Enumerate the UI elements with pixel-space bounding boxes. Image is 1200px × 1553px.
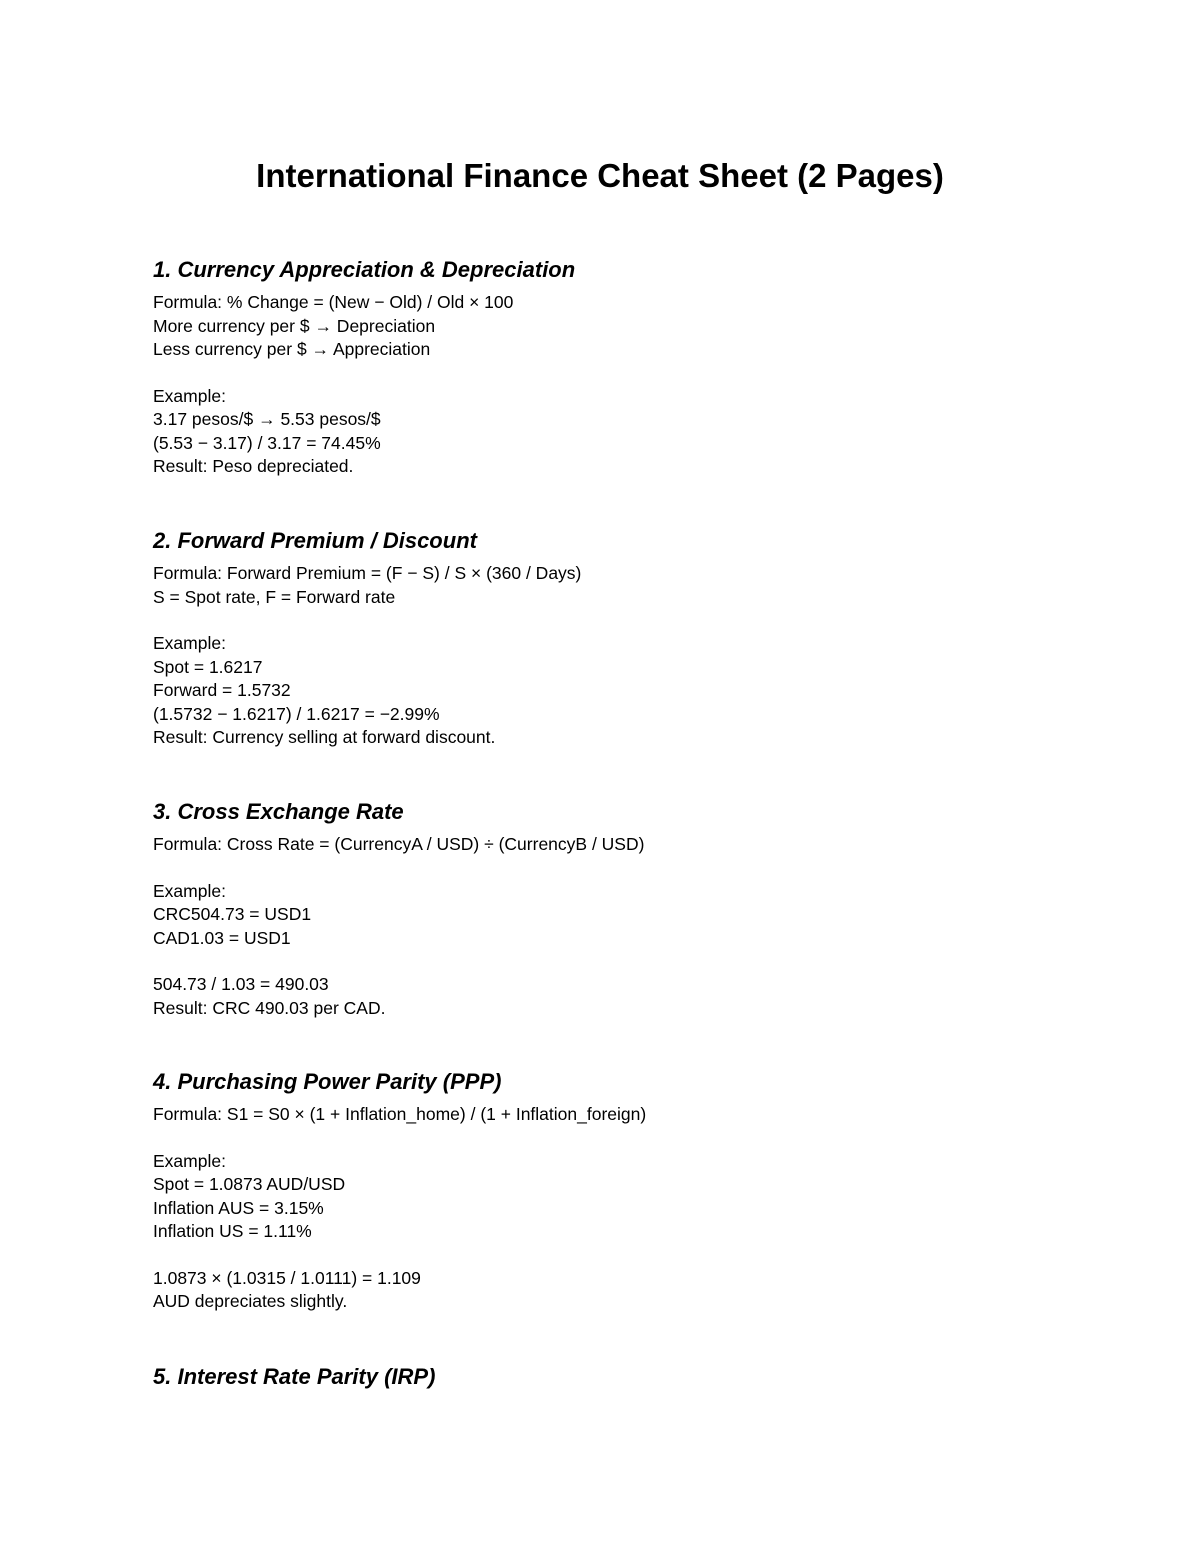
result-line: 504.73 / 1.03 = 490.03: [153, 974, 329, 994]
example-line: CAD1.03 = USD1: [153, 927, 291, 948]
result-line: AUD depreciates slightly.: [153, 1291, 348, 1311]
spacer: [153, 609, 1053, 632]
section-heading: 4. Purchasing Power Parity (PPP): [153, 1069, 502, 1094]
spacer: [153, 1244, 1053, 1267]
example-line: Result: Currency selling at forward discount.: [153, 727, 496, 747]
body-line: S = Spot rate, F = Forward rate: [153, 586, 396, 607]
example-line: Spot = 1.6217: [153, 656, 263, 677]
result-line: Result: CRC 490.03 per CAD.: [153, 997, 386, 1018]
section-heading: 5. Interest Rate Parity (IRP): [153, 1364, 436, 1389]
section-purchasing-power-parity: [153, 1067, 1053, 1314]
example-line: (5.53 − 3.17) / 3.17 = 74.45%: [153, 432, 381, 453]
result-line: 1.0873 × (1.0315 / 1.0111) = 1.109: [153, 1267, 421, 1288]
body-line: Less currency per $ → Appreciation: [153, 339, 431, 359]
example-line: (1.5732 − 1.6217) / 1.6217 = −2.99%: [153, 703, 440, 724]
page-title: International Finance Cheat Sheet (2 Pages): [256, 157, 944, 194]
spacer: [153, 950, 1053, 973]
example-label: Example:: [153, 880, 226, 901]
formula-line: Formula: Forward Premium = (F − S) / S × (360 / Days): [153, 563, 582, 583]
spacer: [153, 857, 1053, 880]
section-heading: 2. Forward Premium / Discount: [153, 528, 477, 553]
example-line: Result: Peso depreciated.: [153, 456, 354, 476]
example-line: Inflation US = 1.11%: [153, 1221, 312, 1241]
spacer: [153, 362, 1053, 385]
spacer: [153, 1127, 1053, 1150]
example-line: Inflation AUS = 3.15%: [153, 1197, 324, 1218]
example-label: Example:: [153, 1150, 226, 1171]
section-heading: 3. Cross Exchange Rate: [153, 799, 404, 824]
example-line: CRC504.73 = USD1: [153, 904, 312, 924]
section-heading: 1. Currency Appreciation & Depreciation: [153, 257, 576, 282]
section-forward-premium: [153, 526, 1053, 750]
formula-line: Formula: S1 = S0 × (1 + Inflation_home) / (1 + Inflation_foreign): [153, 1104, 647, 1124]
section-currency-appreciation: [153, 255, 1053, 479]
body-line: More currency per $ → Depreciation: [153, 315, 436, 336]
formula-line: Formula: Cross Rate = (CurrencyA / USD) ÷ (CurrencyB / USD): [153, 834, 645, 854]
example-label: Example:: [153, 633, 226, 653]
example-line: Spot = 1.0873 AUD/USD: [153, 1174, 346, 1194]
example-line: 3.17 pesos/$ → 5.53 pesos/$: [153, 409, 381, 429]
formula-line: Formula: % Change = (New − Old) / Old × 100: [153, 292, 514, 312]
section-cross-exchange-rate: [153, 797, 1053, 1020]
section-interest-rate-parity: [153, 1362, 1053, 1398]
example-line: Forward = 1.5732: [153, 680, 291, 700]
example-label: Example:: [153, 385, 226, 406]
